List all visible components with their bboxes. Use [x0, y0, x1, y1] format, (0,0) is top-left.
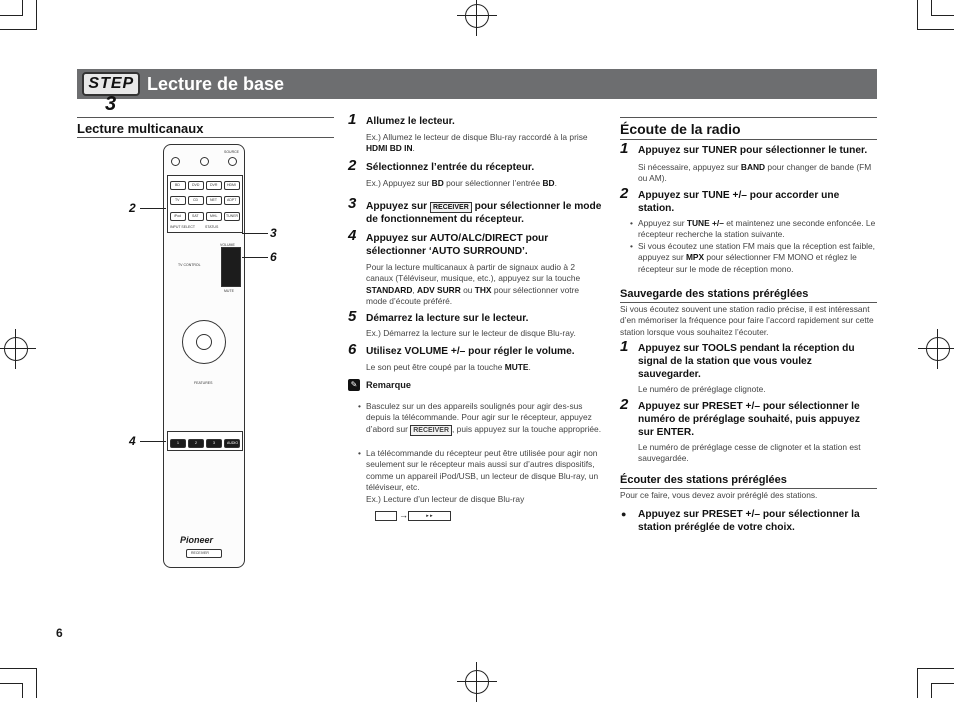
page-number: 6 — [56, 626, 63, 640]
step-badge — [82, 72, 140, 115]
step-number: 1 — [620, 338, 629, 355]
crop-mark — [931, 683, 932, 698]
section-rule — [77, 137, 334, 138]
section-title-radio: Écoute de la radio — [620, 121, 741, 137]
step-number: 3 — [104, 93, 118, 115]
remote-button-3: 3 — [206, 439, 222, 448]
receiver-key: RECEIVER — [410, 425, 452, 436]
step-subtext: Pour la lecture multicanaux à partir de signaux audio à 2 canaux (Téléviseur, musique, etc.), appuyez sur la touche STANDARD, ADV SURR ou THX pour sélectionner votre mode d’écoute préféré. — [366, 262, 581, 307]
remote-button-tv: TV — [170, 196, 186, 205]
section-rule — [620, 302, 877, 303]
example-play-button — [408, 511, 451, 521]
step-number: 1 — [620, 140, 629, 157]
crop-mark — [22, 683, 23, 698]
step-number: 2 — [620, 185, 629, 202]
input-select-label: INPUT SELECT — [170, 225, 196, 229]
receiver-key: RECEIVER — [430, 202, 472, 213]
registration-mark — [457, 0, 497, 36]
crop-mark — [917, 0, 918, 30]
tv-control-label: TV CONTROL — [178, 263, 201, 267]
step-text: Appuyez sur TUNE +/– pour accorder une station. — [638, 190, 840, 214]
remote-button-receiver: RECEIVER — [186, 549, 222, 558]
remote-button-mhl: MHL — [206, 212, 222, 221]
step-number: 6 — [348, 341, 357, 358]
remote-button-sat: SAT — [188, 212, 204, 221]
page-title: Lecture de base — [147, 74, 285, 94]
listen-intro: Pour ce faire, vous devez avoir préréglé des stations. — [620, 490, 818, 500]
remote-button-audio: AUDIO — [224, 439, 240, 448]
step-number: 1 — [348, 111, 357, 128]
callout-line — [242, 257, 268, 258]
remote-button-dvd: DVD — [188, 181, 204, 190]
step-subtext: Le son peut être coupé par la touche MUTE. — [366, 362, 531, 372]
step-bullet: Si vous écoutez une station FM mais que la réception est faible, appuyez sur MPX pour sélectionner FM MONO et réglez le récepteur sur le mode de réception mono. — [638, 241, 875, 274]
section-rule — [620, 488, 877, 489]
crop-mark — [918, 668, 954, 669]
remote-button-adpt: ADPT — [224, 196, 240, 205]
step-text: Démarrez la lecture sur le lecteur. — [366, 313, 529, 324]
remote-button-hdmi: HDMI — [224, 181, 240, 190]
remote-button-dvr: DVR — [206, 181, 222, 190]
step-text: Appuyez sur TOOLS pendant la réception du signal de la station que vous voulez sauvegarder. — [638, 343, 855, 380]
remote-button-cd: CD — [188, 196, 204, 205]
step-text: Appuyez sur AUTO/ALC/DIRECT pour sélectionner ‘AUTO SURROUND’. — [366, 233, 549, 257]
step-subtext: Si nécessaire, appuyez sur BAND pour changer de bande (FM ou AM). — [638, 162, 872, 184]
section-title-multichannel: Lecture multicanaux — [77, 121, 204, 136]
crop-mark — [931, 0, 932, 16]
note-example: Ex.) Lecture d’un lecteur de disque Blu-ray — [366, 494, 525, 504]
registration-mark — [918, 329, 954, 369]
remote-button-ipod: iPod — [170, 212, 186, 221]
zone-icon — [200, 157, 209, 166]
step-word: STEP — [88, 75, 134, 92]
section-rule — [620, 139, 877, 140]
step-subtext: Le numéro de préréglage clignote. — [638, 384, 766, 394]
crop-mark — [932, 15, 954, 16]
crop-mark — [36, 668, 37, 698]
example-bd-button — [375, 511, 397, 521]
note-icon: ✎ — [348, 379, 360, 391]
step-text: Utilisez VOLUME +/– pour régler le volume. — [366, 346, 575, 357]
section-title-presets: Sauvegarde des stations préréglées — [620, 288, 809, 300]
callout-3: 3 — [270, 226, 277, 240]
crop-mark — [0, 683, 22, 684]
bullet-icon: ● — [621, 509, 627, 519]
step-subtext: Ex.) Appuyez sur BD pour sélectionner l’entrée BD. — [366, 178, 557, 188]
section-rule — [620, 117, 877, 118]
power-icon — [171, 157, 180, 166]
mute-label: MUTE — [224, 289, 234, 293]
step-number: 2 — [620, 396, 629, 413]
status-label: STATUS — [205, 225, 219, 229]
bullet-icon: • — [358, 448, 361, 458]
step-text: Appuyez sur PRESET +/– pour sélectionner le numéro de préréglage souhaité, puis appuyez sur ENTER. — [638, 401, 860, 438]
volume-block — [221, 247, 241, 287]
volume-label: VOLUME — [220, 243, 235, 247]
step-subtext: Ex.) Allumez le lecteur de disque Blu-ray raccordé à la prise HDMI BD IN. — [366, 132, 588, 154]
note-title: Remarque — [366, 380, 411, 390]
step-number: 5 — [348, 308, 357, 325]
step-text: Appuyez sur RECEIVER pour sélectionner le mode de fonctionnement du récepteur. — [366, 201, 602, 225]
step-text: Appuyez sur PRESET +/– pour sélectionner la station préréglée de votre choix. — [638, 509, 860, 533]
bullet-icon: • — [630, 241, 633, 251]
callout-2: 2 — [129, 201, 136, 215]
crop-mark — [0, 668, 36, 669]
callout-line — [140, 208, 166, 209]
step-text: Appuyez sur TUNER pour sélectionner le tuner. — [638, 145, 868, 156]
callout-4: 4 — [129, 434, 136, 448]
registration-mark — [0, 329, 36, 369]
step-number: 3 — [348, 195, 357, 212]
registration-mark — [457, 662, 497, 702]
step-subtext: Le numéro de préréglage cesse de clignoter et la station est sauvegardée. — [638, 442, 861, 464]
note-bullet-2: La télécommande du récepteur peut être utilisée pour agir non seulement sur le récepteur mais aussi sur d’autres dispositifs, comme un appareil iPod/USB, un lecteur de disque Blu-ray, un téléviseur, etc. — [366, 448, 599, 493]
remote-button-1: 1 — [170, 439, 186, 448]
note-bullet-1: Basculez sur un des appareils soulignés pour agir des-sus depuis la télécommande. Pour agir sur le récepteur, appuyez d’abord sur RECEIVER , puis appuyez sur la touche appropriée. — [366, 401, 602, 434]
section-title-listen-presets: Écouter des stations préréglées — [620, 474, 787, 486]
section-rule — [77, 117, 334, 118]
remote-button-tuner: TUNER — [224, 212, 240, 221]
step-number: 2 — [348, 157, 357, 174]
crop-mark — [918, 29, 954, 30]
crop-mark — [36, 0, 37, 30]
crop-mark — [917, 668, 918, 698]
features-label: FEATURES — [194, 381, 213, 385]
bullet-icon: • — [630, 218, 633, 228]
play-icon: ▸ ▸ — [426, 513, 433, 519]
crop-mark — [0, 29, 36, 30]
bullet-icon: • — [358, 401, 361, 411]
step-bullet: Appuyez sur TUNE +/– et maintenez une seconde enfoncée. Le récepteur recherche la station suivante. — [638, 218, 876, 240]
preset-intro: Si vous écoutez souvent une station radio précise, il est intéressant d’en mémoriser la fréquence pour faire l’accord rapidement sur cette station lorsque vous souhaitez l’écouter. — [620, 304, 874, 337]
source-power-icon — [228, 157, 237, 166]
remote-button-2: 2 — [188, 439, 204, 448]
crop-mark — [932, 683, 954, 684]
step-text: Allumez le lecteur. — [366, 116, 455, 127]
crop-mark — [22, 0, 23, 16]
enter-button — [196, 334, 212, 350]
source-label: SOURCE — [224, 150, 239, 154]
crop-mark — [0, 15, 22, 16]
remote-button-net: NET — [206, 196, 222, 205]
remote-control-illustration — [163, 144, 245, 568]
remote-button-bd: BD — [170, 181, 186, 190]
step-number: 4 — [348, 227, 357, 244]
callout-6: 6 — [270, 250, 277, 264]
callout-line — [242, 233, 268, 234]
callout-line — [140, 441, 166, 442]
step-text: Sélectionnez l’entrée du récepteur. — [366, 162, 535, 173]
pioneer-logo: Pioneer — [180, 535, 214, 545]
step-subtext: Ex.) Démarrez la lecture sur le lecteur de disque Blu-ray. — [366, 328, 576, 338]
arrow-icon: → — [399, 510, 408, 520]
